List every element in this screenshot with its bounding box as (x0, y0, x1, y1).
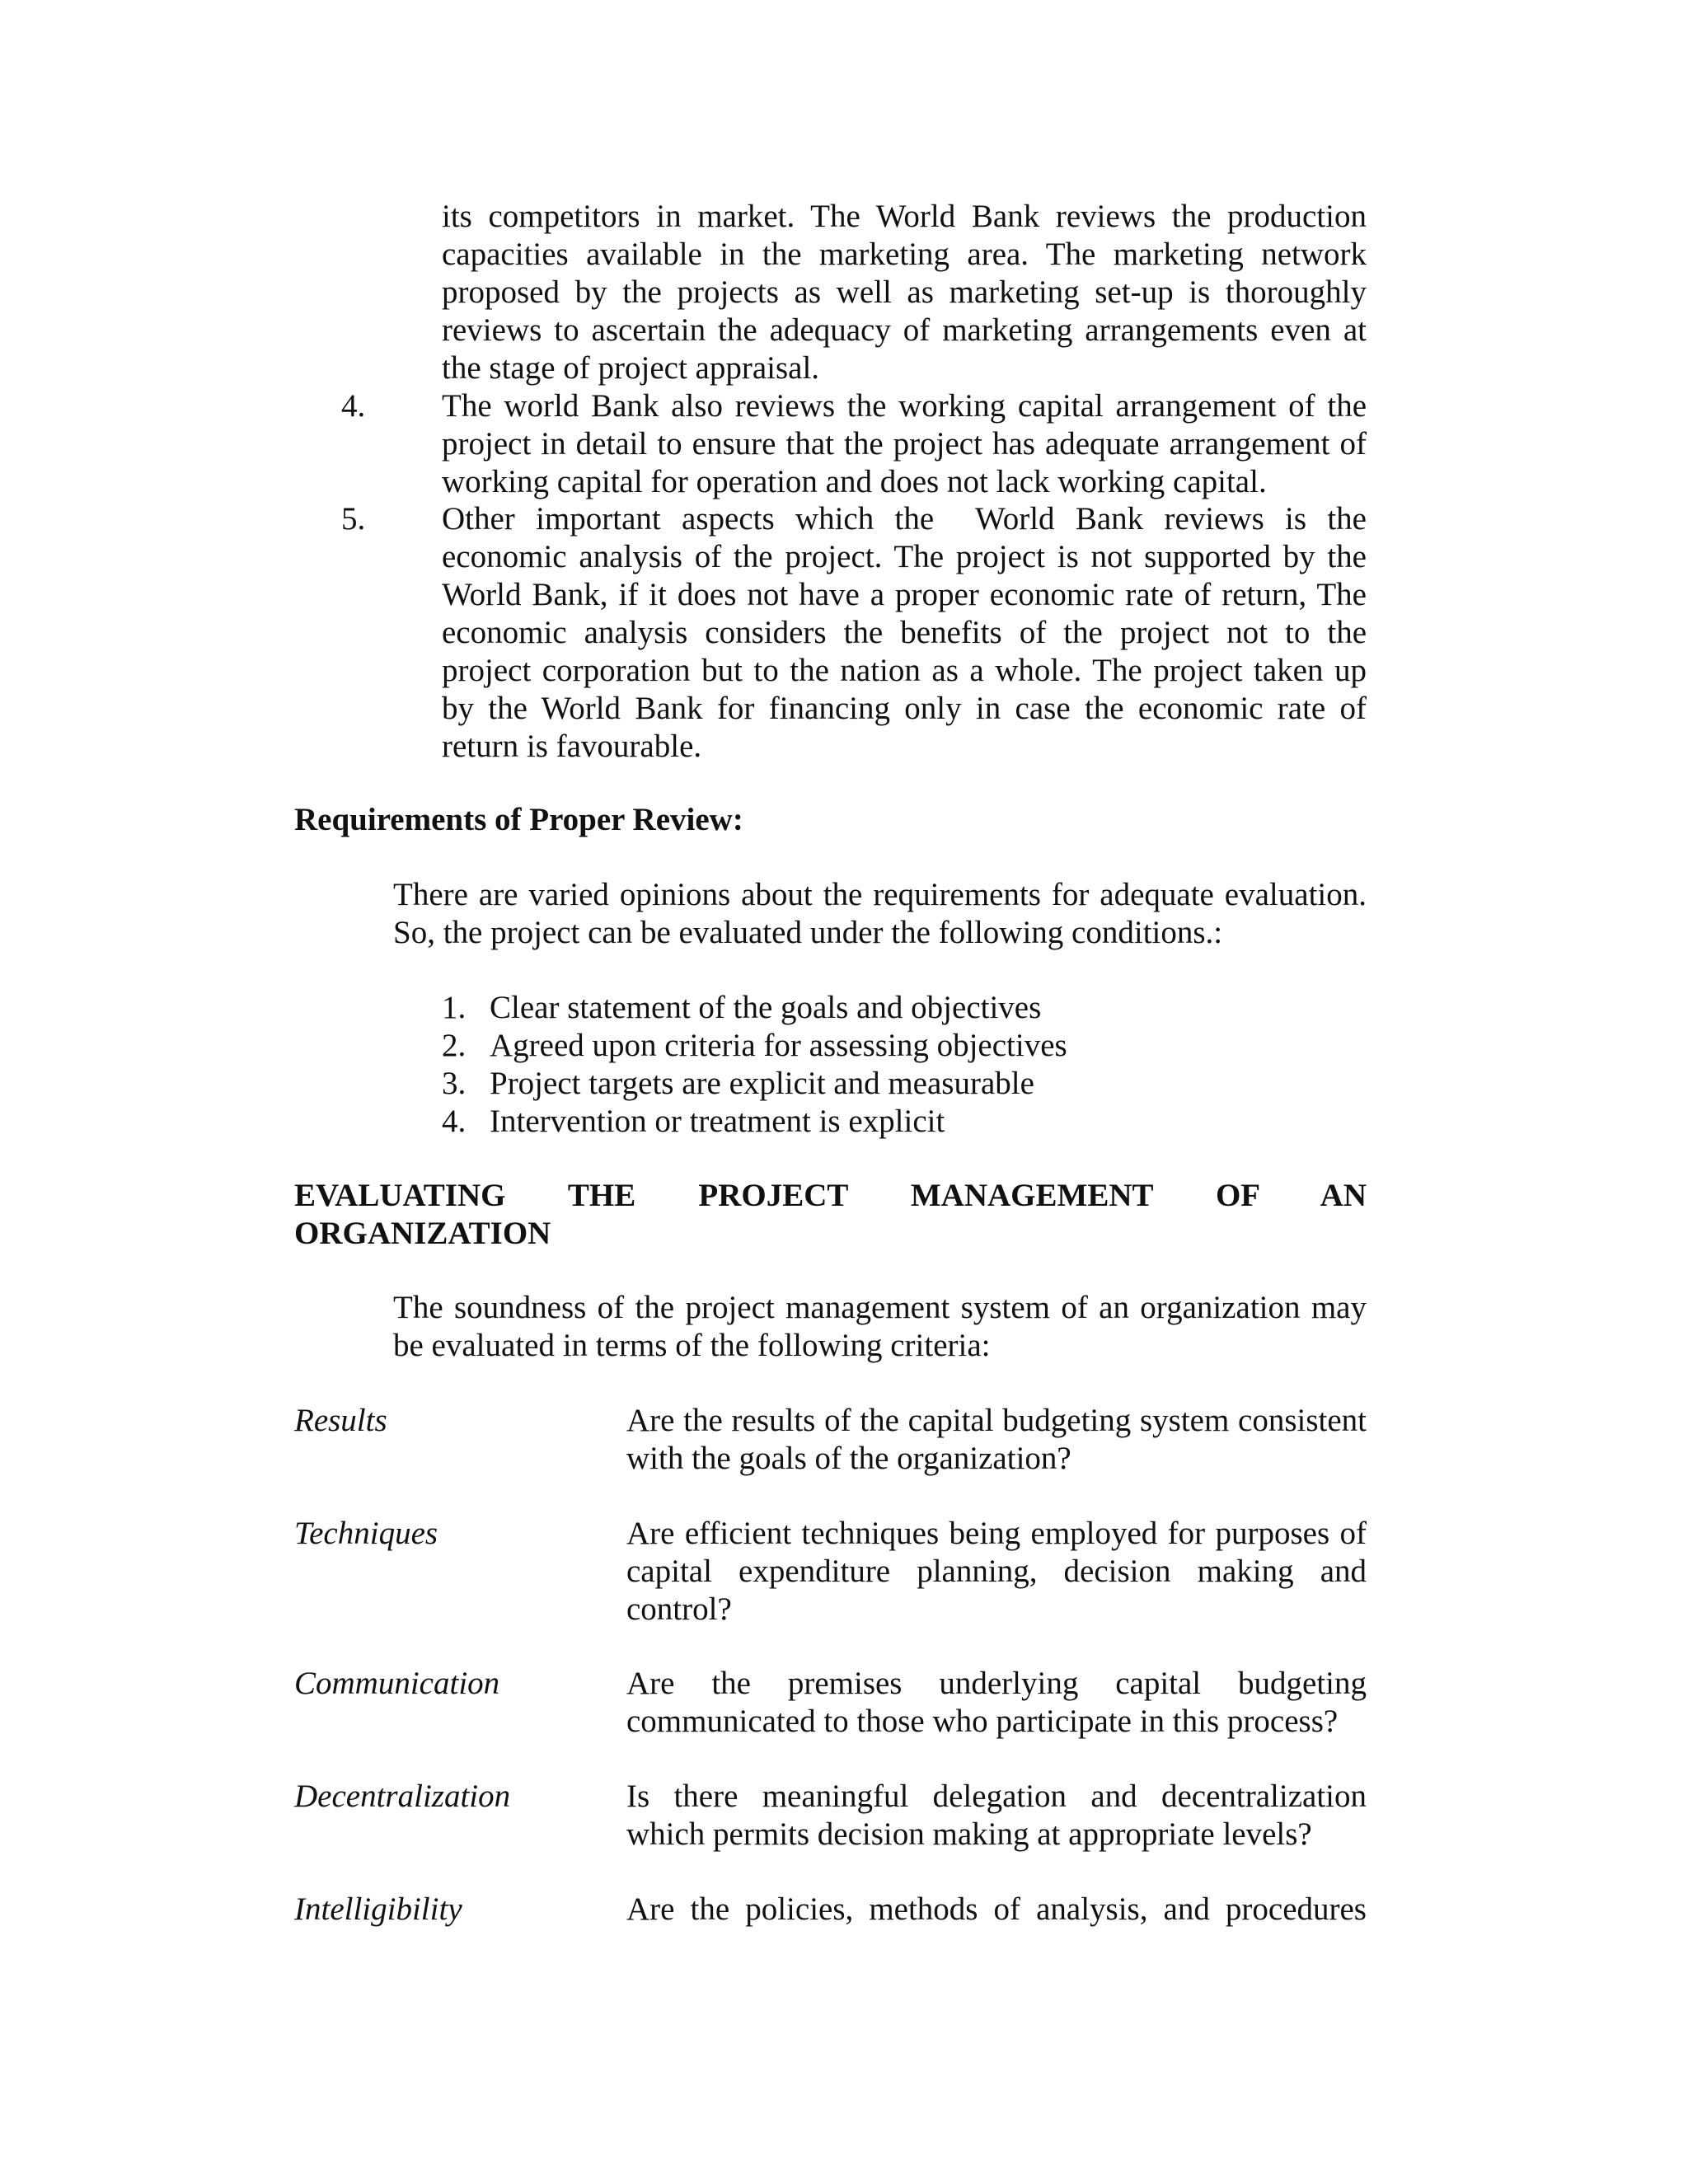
requirements-intro: There are varied opinions about the requirements for adequate evaluation. So, the project can be evaluated under the following conditions.: (393, 877, 1367, 950)
list-item: Project targets are explicit and measurable (490, 1066, 1034, 1101)
point-text: The world Bank also reviews the working capital arrangement of the project in detail to ensure that the project has adequate arrangement of working capital for operation and does not lack working capital. (442, 388, 1367, 499)
criterion-label: Intelligibility (294, 1891, 462, 1927)
criterion-text: Are the results of the capital budgeting system consistent with the goals of the organization? (626, 1403, 1367, 1476)
list-item: Intervention or treatment is explicit (490, 1104, 945, 1139)
criterion-label: Communication (294, 1666, 500, 1701)
criterion-text: Are the premises underlying capital budgeting communicated to those who participate in this process? (626, 1666, 1367, 1739)
criterion-label: Techniques (294, 1516, 438, 1551)
section-heading-continued: ORGANIZATION (294, 1216, 551, 1251)
point-text: Other important aspects which the World Bank reviews is the economic analysis of the project. The project is not supported by the World Bank, if it does not have a proper economic rate of return, The economic analysis considers the benefits of the project not to the project corporation but to the nation as a whole. The project taken up by the World Bank for financing only in case the economic rate of return is favourable. (442, 501, 1375, 764)
list-number: 3. (442, 1066, 467, 1101)
criterion-text: Is there meaningful delegation and decentralization which permits decision making at appropriate levels? (626, 1779, 1367, 1852)
criterion-text: Are the policies, methods of analysis, and procedures (626, 1891, 1367, 1927)
criterion-label: Results (294, 1403, 387, 1438)
point-number: 5. (341, 501, 366, 537)
section-heading: Requirements of Proper Review: (294, 802, 743, 837)
list-number: 4. (442, 1104, 467, 1139)
criterion-text: Are efficient techniques being employed for purposes of capital expenditure planning, decision making and control? (626, 1516, 1367, 1627)
continuation-paragraph: its competitors in market. The World Bank reviews the production capacities available in the marketing area. The marketing network proposed by the projects as well as marketing set-up is thoroughly reviews to ascertain the adequacy of marketing arrangements even at the stage of project appraisal. (442, 199, 1367, 386)
section-heading: EVALUATING THE PROJECT MANAGEMENT OF AN (294, 1178, 1367, 1213)
list-item: Agreed upon criteria for assessing objectives (490, 1028, 1067, 1063)
list-number: 2. (442, 1028, 467, 1063)
evaluating-intro: The soundness of the project management system of an organization may be evaluated in terms of the following criteria: (393, 1290, 1367, 1363)
list-item: Clear statement of the goals and objectives (490, 990, 1042, 1025)
criterion-label: Decentralization (294, 1779, 511, 1814)
list-number: 1. (442, 990, 467, 1025)
point-number: 4. (341, 388, 366, 424)
